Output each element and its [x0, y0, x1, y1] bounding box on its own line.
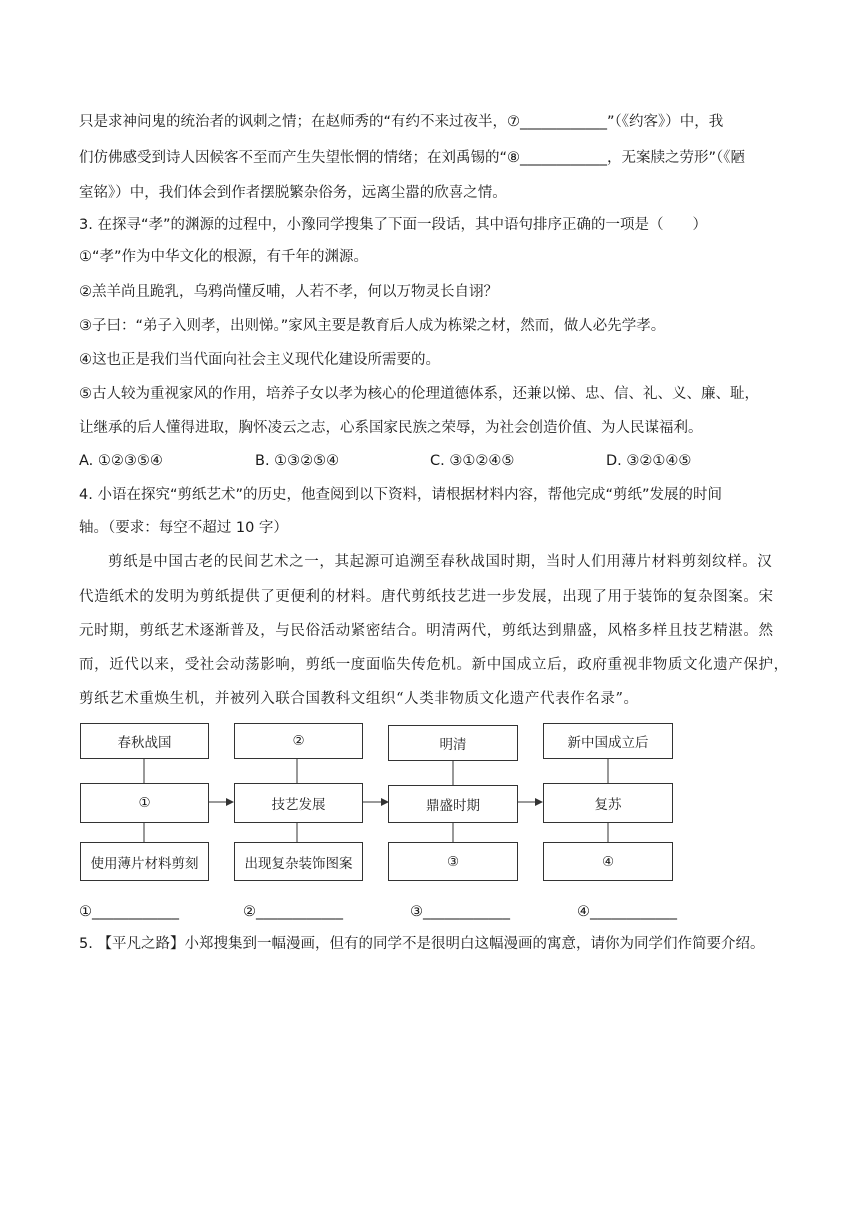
material-paragraph-line-5: 剪纸艺术重焕生机，并被列入联合国教科文组织“人类非物质文化遗产代表作名录”。	[79, 691, 639, 707]
timeline-mid-box-4: 复苏	[543, 783, 673, 823]
answer-blank-3: ③____________	[410, 904, 510, 920]
material-paragraph-line-3: 元时期，剪纸艺术逐渐普及，与民俗活动紧密结合。明清两代，剪纸达到鼎盛，风格多样且技艺精湛。然	[79, 623, 774, 639]
question-3-stem: 3. 在探寻“孝”的渊源的过程中，小豫同学搜集了下面一段话，其中语句排序正确的一项是（ ）	[79, 217, 707, 233]
timeline-mid-box-1: ①	[80, 783, 209, 823]
material-paragraph-line-4: 而，近代以来，受社会动荡影响，剪纸一度面临失传危机。新中国成立后，政府重视非物质文化遗产保护，	[79, 657, 789, 673]
poem-fill-line-2: 们仿佛感受到诗人因候客不至而产生失望怅惘的情绪；在刘禹锡的“⑧____________，无案牍之劳形”（《陋	[79, 150, 746, 166]
timeline-top-box-2: ②	[234, 723, 363, 759]
sentence-1: ①“孝”作为中华文化的根源，有千年的渊源。	[79, 249, 369, 265]
timeline-bottom-box-3: ③	[388, 842, 518, 881]
timeline-top-box-3: 明清	[388, 725, 518, 761]
option-c: C. ③①②④⑤	[430, 453, 515, 469]
timeline-mid-box-2: 技艺发展	[234, 783, 363, 823]
question-5-stem: 5. 【平凡之路】小郑搜集到一幅漫画，但有的同学不是很明白这幅漫画的寓意，请你为同学们作简要介绍。	[79, 936, 765, 952]
timeline-mid-box-3: 鼎盛时期	[388, 785, 518, 823]
timeline-bottom-box-1: 使用薄片材料剪刻	[80, 842, 209, 881]
option-d: D. ③②①④⑤	[606, 453, 692, 469]
sentence-3: ③子曰：“弟子入则孝，出则悌。”家风主要是教育后人成为栋梁之材，然而，做人必先学孝。	[79, 318, 666, 334]
timeline-top-box-1: 春秋战国	[80, 723, 209, 759]
sentence-5-line-1: ⑤古人较为重视家风的作用，培养子女以孝为核心的伦理道德体系，还兼以悌、忠、信、礼、义、廉、耻，	[79, 386, 759, 402]
poem-fill-line-1: 只是求神问鬼的统治者的讽刺之情；在赵师秀的“有约不来过夜半，⑦____________”（《约客》）中，我	[79, 114, 724, 130]
material-paragraph-line-2: 代造纸术的发明为剪纸提供了更便利的材料。唐代剪纸技艺进一步发展，出现了用于装饰的复杂图案。宋	[79, 589, 774, 605]
timeline-bottom-box-2: 出现复杂装饰图案	[234, 842, 363, 881]
answer-blank-4: ④____________	[577, 904, 677, 920]
sentence-4: ④这也正是我们当代面向社会主义现代化建设所需要的。	[79, 352, 440, 368]
option-b: B. ①③②⑤④	[255, 453, 340, 469]
sentence-2: ②羔羊尚且跪乳，乌鸦尚懂反哺，人若不孝，何以万物灵长自诩？	[79, 284, 498, 300]
material-paragraph-line-1: 剪纸是中国古老的民间艺术之一，其起源可追溯至春秋战国时期，当时人们用薄片材料剪刻纹样。汉	[108, 554, 773, 570]
timeline-top-box-4: 新中国成立后	[543, 723, 673, 759]
answer-blank-2: ②____________	[243, 904, 343, 920]
poem-fill-line-3: 室铭》）中，我们体会到作者摆脱繁杂俗务，远离尘嚣的欣喜之情。	[79, 185, 507, 201]
question-4-stem-line-2: 轴。（要求：每空不超过 10 字）	[79, 520, 288, 536]
timeline-bottom-box-4: ④	[543, 842, 673, 881]
question-4-stem-line-1: 4. 小语在探究“剪纸艺术”的历史，他查阅到以下资料，请根据材料内容，帮他完成“剪纸”发展的时间	[79, 487, 722, 503]
option-a: A. ①②③⑤④	[79, 453, 163, 469]
sentence-5-line-2: 让继承的后人懂得进取，胸怀凌云之志，心系国家民族之荣辱，为社会创造价值、为人民谋福利。	[79, 420, 703, 436]
answer-blank-1: ①____________	[79, 904, 179, 920]
